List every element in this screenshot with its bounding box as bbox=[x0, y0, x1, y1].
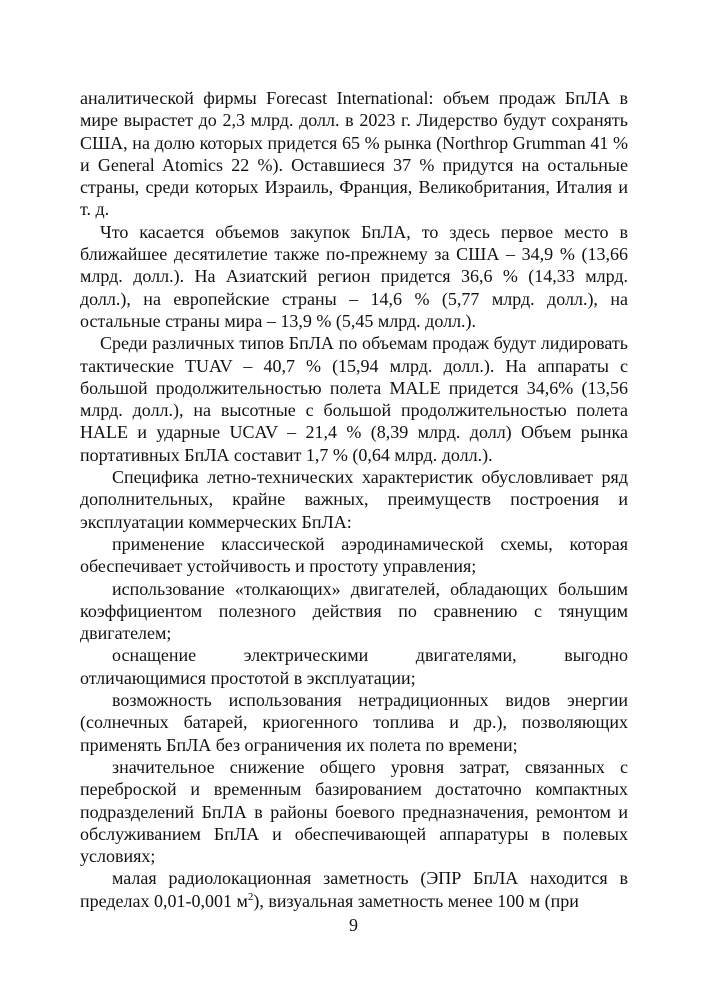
radar-text-start: малая радиолокационная заметность (ЭПР БпЛА находится в пределах 0,01-0,001 м bbox=[80, 868, 628, 911]
list-item-pusher-engines: использование «толкающих» двигателей, обладающих большим коэффициентом полезного действия по сравнению с тянущим двигателем; bbox=[80, 578, 628, 644]
list-item-electric-engines: оснащение электрическими двигателями, выгодно отличающимися простотой в эксплуатации; bbox=[80, 645, 628, 688]
radar-text-end: ), визуальная заметность менее 100 м (при bbox=[253, 890, 579, 911]
superscript-two: 2 bbox=[247, 890, 254, 903]
list-item-aerodynamic-scheme: применение классической аэродинамической схемы, которая обеспечивает устойчивость и простоту управления; bbox=[80, 533, 628, 577]
list-item-cost-reduction: значительное снижение общего уровня затрат, связанных с переброской и временным базированием достаточно компактных подразделений БпЛА в районы боевого предназначения, ремонтом и обслуживанием БпЛА и обеспечивающей аппаратуры в полевых условиях; bbox=[80, 756, 628, 867]
paragraph-procurement: Что касается объемов закупок БпЛА, то здесь первое место в ближайшее десятилетие также по-прежнему за США – 34,9 % (13,66 млрд. долл.). На Азиатский регион придется 36,6 % (14,33 млрд. долл.), на европейские страны – 14,6 % (5,77 млрд. долл.), на остальные страны мира – 13,9 % (5,45 млрд. долл.). bbox=[80, 221, 628, 331]
list-item-alternative-energy: возможность использования нетрадиционных видов энергии (солнечных батарей, криогенного топлива и др.), позволяющих применять БпЛА без ограничения их полета по времени; bbox=[80, 690, 628, 755]
paragraph-specifics: Специфика летно-технических характеристик обусловливает ряд дополнительных, крайне важных, преимуществ построения и эксплуатации коммерческих БпЛА: bbox=[80, 467, 628, 532]
document-body bbox=[80, 87, 628, 912]
paragraph-uav-types: Среди различных типов БпЛА по объемам продаж будут лидировать тактические TUAV – 40,7 % (15,94 млрд. долл.). На аппараты с большой продолжительностью полета MALE придется 34,6% (13,56 млрд. долл.), на высотные с большой продолжительностью полета HALE и ударные UCAV – 21,4 % (8,39 млрд. долл) Объем рынка портативных БпЛА составит 1,7 % (0,64 млрд. долл.). bbox=[80, 333, 628, 465]
list-item-radar-visibility bbox=[80, 867, 628, 912]
paragraph-forecast: аналитической фирмы Forecast International: объем продаж БпЛА в мире вырастет до 2,3 млрд. долл. в 2023 г. Лидерство будут сохранять США, на долю которых придется 65 % рынка (Northrop Grumman 41 % и General Atomics 22 %). Оставшиеся 37 % придутся на остальные страны, среди которых Израиль, Франция, Великобритания, Италия и т. д. bbox=[80, 88, 628, 220]
page-number: 9 bbox=[349, 915, 358, 935]
